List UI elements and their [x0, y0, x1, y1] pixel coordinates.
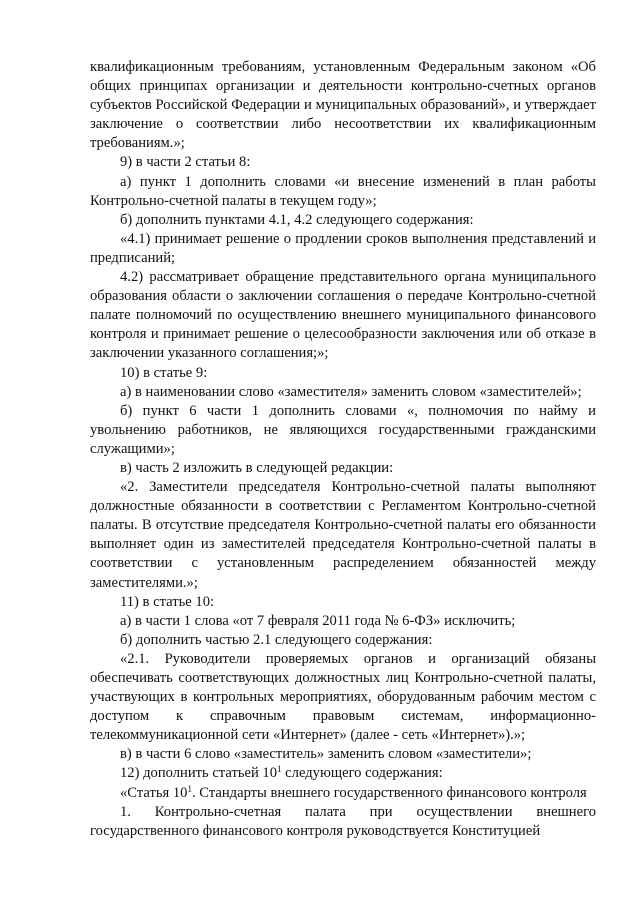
paragraph-6: 4.2) рассматривает обращение представительного органа муниципального образования области о заключении соглашения о передаче Контрольно-счетной палате полномочий по осуществлению внешнего муниципального финансового контроля и принимает решение о целесообразности заключения или об отказе в заключении указанного соглашения;»; — [90, 269, 596, 362]
paragraph-11: «2. Заместители председателя Контрольно-счетной палаты выполняют должностные обязанности в соответствии с Регламентом Контрольно-счетной палаты. В отсутствие председателя Контрольно-счетной палаты его обязанности выполняет один из заместителей председателя Контрольно-счетной палаты в соответствии с установленным распределением обязанностей между заместителями.»; — [90, 479, 596, 591]
superscript-1: 1 — [277, 764, 282, 775]
paragraph-17-tail: следующего содержания: — [281, 765, 443, 782]
document-body — [90, 58, 596, 841]
paragraph-9: б) пункт 6 части 1 дополнить словами «, полномочия по найму и увольнению работников, не являющихся государственными гражданскими служащими»; — [90, 402, 596, 457]
paragraph-12: 11) в статье 10: — [120, 593, 215, 610]
paragraph-5: «4.1) принимает решение о продлении сроков выполнения представлений и предписаний; — [90, 230, 596, 266]
paragraph-7: 10) в статье 9: — [120, 364, 208, 381]
paragraph-14: б) дополнить частью 2.1 следующего содержания: — [120, 631, 433, 648]
article-heading-tail: . Стандарты внешнего государственного финансового контроля — [191, 784, 587, 801]
paragraph-13: а) в части 1 слова «от 7 февраля 2011 года № 6-ФЗ» исключить; — [120, 612, 516, 629]
paragraph-19: 1. Контрольно-счетная палата при осуществлении внешнего государственного финансового контроля руководствуется Конституцией — [90, 803, 596, 839]
paragraph-16: в) в части 6 слово «заместитель» заменить словом «заместители»; — [120, 746, 532, 763]
paragraph-10: в) часть 2 изложить в следующей редакции: — [120, 459, 394, 476]
paragraph-1: квалификационным требованиям, установленным Федеральным законом «Об общих принципах организации и деятельности контрольно-счетных органов субъектов Российской Федерации и муниципальных образований», и утверждает заключение о соответствии либо несоответствии их квалификационным требованиям.»; — [90, 59, 596, 152]
paragraph-2: 9) в части 2 статьи 8: — [120, 154, 251, 171]
paragraph-15: «2.1. Руководители проверяемых органов и организаций обязаны обеспечивать соответствующих должностных лиц Контрольно-счетной палаты, участвующих в контрольных мероприятиях, оборудованным рабочим местом с доступом к справочным правовым системам, информационно-телекоммуникационной сети «Интернет» (далее - сеть «Интернет»).»; — [90, 650, 596, 744]
article-heading — [90, 784, 596, 803]
paragraph-3: а) пункт 1 дополнить словами «и внесение изменений в план работы Контрольно-счетной палаты в текущем году»; — [90, 173, 596, 209]
superscript-2: 1 — [187, 783, 192, 794]
paragraph-17 — [90, 764, 596, 783]
paragraph-8: а) в наименовании слово «заместителя» заменить словом «заместителей»; — [120, 383, 582, 400]
paragraph-4: б) дополнить пунктами 4.1, 4.2 следующего содержания: — [120, 211, 474, 228]
article-heading-text: «Статья 10 — [120, 784, 188, 801]
paragraph-17-text: 12) дополнить статьей 10 — [120, 765, 278, 782]
